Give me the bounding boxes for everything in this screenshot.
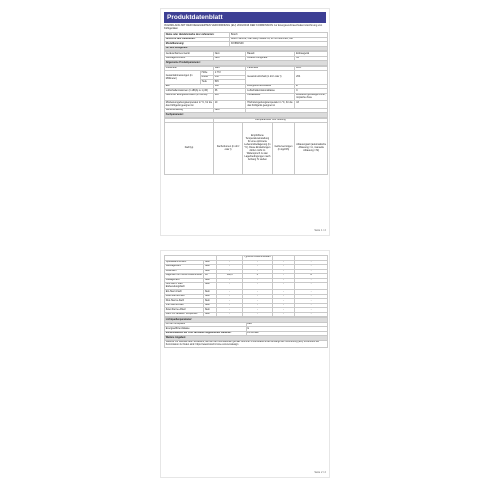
compartment-value-cell: - (295, 269, 328, 274)
table-row (165, 283, 328, 290)
table-row: Tiefe 545 (165, 80, 328, 85)
table-row: Fachtyp Fachvolumen (in dm³ oder l) Empfohlene Temperatureinstellung für eine optimierte Lebensmittellagerung (in °C). Diese Einstellungen dürfen nicht im Widerspruch zu den Lagerbedingungen nach Anhang IV stehen Gefriervermögen (in kg/24h) Abtauungsart (automatische Abtauung = A, manuelle Abtauung = M) (165, 123, 328, 175)
page-number: Seite 2 / 2 (314, 471, 326, 474)
table-row: Breite 558 (165, 75, 328, 80)
compartment-value-cell: 4 (243, 274, 272, 279)
section-heading: Weitere Angaben: (165, 336, 328, 341)
compartment-value-cell: Nein (204, 278, 217, 283)
table-row: Geräuscharmes Gerät: Nein Bauart: Einbaugerät (165, 52, 328, 57)
compartment-value-cell: - (243, 303, 272, 308)
section-heading: Lichtquellenparameter: (165, 318, 328, 323)
compartment-value-cell: - (272, 290, 295, 295)
compartment-type-cell: Drei-Sterne-Fach (165, 299, 204, 304)
compartment-value-cell: - (243, 269, 272, 274)
table-row: Modellkennung: KIV86NSF0 (165, 42, 328, 47)
compartment-value-cell: Nein (204, 283, 217, 290)
compartment-value-cell: 188,0 (217, 274, 243, 279)
table-row: Mindestumgebungstemperatur in °C, für die das Kühlgerät geeignet ist 10 Höchstumgebungstemperatur in °C, für die das Kühlgerät geeignet ist 43 (165, 101, 328, 108)
intro-text: IN EINKLANG MIT DER DELEGIERTEN VERORDNUNG (EU) 2019/2016 DER KOMMISSION zur Energieverbrauchskennzeichnung von Kühlgeräten (164, 24, 323, 31)
table-row: EEI 108 Energieeffizienzklasse E (165, 84, 328, 89)
general-params-table (164, 66, 328, 118)
compartment-value-cell: Nein (204, 260, 217, 265)
compartment-value-cell: Ja (204, 274, 217, 279)
table-row (165, 312, 328, 317)
compartment-header-table (164, 118, 328, 175)
supplier-table (164, 32, 328, 51)
compartment-value-cell: - (272, 308, 295, 313)
compartment-value-cell: - (295, 265, 328, 270)
compartment-value-cell: - (243, 308, 272, 313)
compartment-value-cell: - (295, 303, 328, 308)
compartment-type-cell: Kellerfach (165, 269, 204, 274)
table-row: Weblink zur Website des Herstellers, auf der die Informationen gemäß Nummer 4 Buchstabe a des Anhangs der Verordnung (EU) 2019/2020 der Kommission zu finden sind: https://www.bosch-home.com/ecodesign (165, 340, 328, 347)
compartment-table (164, 255, 328, 317)
compartment-value-cell: - (217, 294, 243, 299)
compartment-value-cell: - (272, 274, 295, 279)
compartment-value-cell: - (272, 303, 295, 308)
compartment-value-cell: - (243, 299, 272, 304)
compartment-value-cell: - (272, 299, 295, 304)
compartment-type-cell: Vier-Sterne-Fach (165, 303, 204, 308)
compartment-value-cell: - (243, 278, 272, 283)
compartment-value-cell: - (272, 294, 295, 299)
compartment-value-cell: - (243, 265, 272, 270)
compartment-value-cell: - (272, 312, 295, 317)
compartment-value-cell: - (217, 299, 243, 304)
table-row: Typische Lebensmittelart (165, 256, 328, 261)
compartment-value-cell: Nein (204, 299, 217, 304)
compartment-value-cell: - (243, 290, 272, 295)
light-table (164, 317, 328, 348)
compartment-value-cell: Nein (204, 312, 217, 317)
compartment-value-cell: - (217, 265, 243, 270)
compartment-type-cell: Zwei-Sterne-Abteil (165, 308, 204, 313)
page-number: Seite 1 / 2 (314, 229, 326, 232)
compartment-value-cell: - (295, 260, 328, 265)
compartment-value-cell: - (295, 299, 328, 304)
compartment-value-cell: - (272, 278, 295, 283)
compartment-value-cell: - (217, 269, 243, 274)
compartment-value-cell: Nein (204, 308, 217, 313)
table-row: Mindestlaufzeit der vom Hersteller angebotenen Garantie: 24 Monate (165, 331, 328, 336)
compartment-value-cell: - (217, 260, 243, 265)
section-heading: Allgemeine Produktparameter: (165, 61, 328, 66)
table-row: Art der Lichtquelle LED (165, 322, 328, 327)
compartment-value-cell: - (217, 283, 243, 290)
compartment-value-cell: A (295, 274, 328, 279)
section-heading: Fachparameter: (165, 113, 328, 118)
table-row: Fachparameter und -leistung (165, 118, 328, 123)
compartment-value-cell: - (272, 269, 295, 274)
compartment-value-cell: - (272, 265, 295, 270)
device-type-table (164, 51, 328, 66)
compartment-type-cell: Weinlagerfach (165, 265, 204, 270)
compartment-type-cell: Kaltlagerfach (165, 278, 204, 283)
compartment-value-cell: - (217, 308, 243, 313)
compartment-value-cell: - (243, 312, 272, 317)
compartment-type-cell: Lagerfach für frische Lebensmittel (165, 273, 202, 277)
compartment-value-cell: - (295, 278, 328, 283)
compartment-value-cell: - (295, 290, 328, 295)
compartment-value-cell: - (295, 294, 328, 299)
table-row: Parameter Wert Parameter Wert (165, 66, 328, 71)
compartment-value-cell: Nein (204, 290, 217, 295)
section-heading: Art des Kühlgeräts: (165, 46, 328, 51)
compartment-value-cell: - (243, 260, 272, 265)
table-row: Weinlagerschrank: Nein Andere Kühlgeräte: Ja (165, 56, 328, 61)
table-row: Energieeffizienzklasse G (165, 327, 328, 332)
compartment-value-cell: - (295, 312, 328, 317)
compartment-value-cell: Nein (204, 294, 217, 299)
compartment-value-cell: - (272, 283, 295, 290)
compartment-value-cell: Nein (204, 269, 217, 274)
datasheet-page-1 (160, 8, 330, 236)
compartment-value-cell: - (217, 290, 243, 295)
table-row: Jährlicher Energieverbrauch (in kWh/a) 218 Klimaklasse: erweiterte gemäßigte Zone, tropische Zone (165, 93, 328, 100)
compartment-value-cell: Nein (204, 265, 217, 270)
compartment-value-cell: - (272, 260, 295, 265)
compartment-value-cell: - (217, 312, 243, 317)
compartment-type-cell: Null-Stern- oder Eisbereitungsfach (165, 283, 204, 290)
table-row: Gesamtabmessungen (in Millimeter) Höhe 1.772 Gesamtnutzinhalt (in dm³ oder l) 264 (165, 71, 328, 76)
compartment-type-cell: Fach mit variabler Temperatur (165, 312, 204, 317)
compartment-type-cell: Zwei-Sterne-Fach (165, 294, 204, 299)
page-title: Produktdatenblatt (164, 12, 326, 23)
compartment-value-cell: - (295, 308, 328, 313)
table-row: Name oder Handelsmarke des Lieferanten: Bosch (165, 33, 328, 38)
table-row: Luftschallemissionen (in dB(A) re 1 pW) 36 Luftschallemissionsklasse C (165, 89, 328, 94)
compartment-value-cell: - (295, 283, 328, 290)
table-row: Winterschaltung Nein (165, 108, 328, 113)
table-row: Anschrift des Lieferanten: Bosch Service, Carl-Wery-Straße 34, 81739 München, DE (165, 37, 328, 42)
compartment-value-cell: - (243, 283, 272, 290)
datasheet-page-2 (160, 250, 330, 478)
compartment-value-cell: Nein (204, 303, 217, 308)
compartment-value-cell: - (217, 303, 243, 308)
compartment-value-cell: - (243, 294, 272, 299)
compartment-value-cell: - (217, 278, 243, 283)
compartment-type-cell: Ein-Stern-Fach (165, 290, 204, 295)
compartment-type-cell: Speisekammerfach (165, 260, 204, 265)
